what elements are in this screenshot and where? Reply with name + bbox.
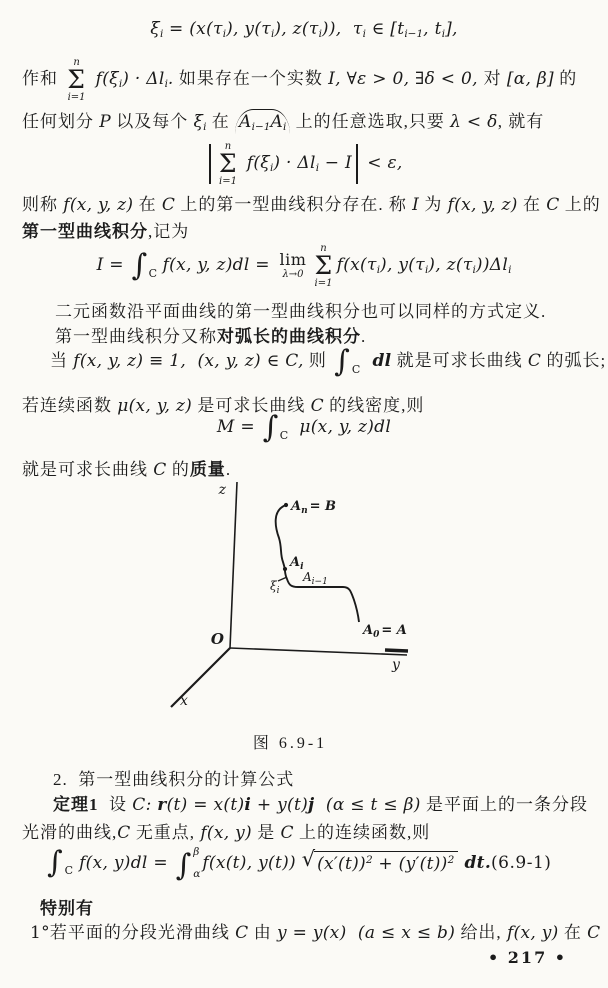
integral-symbol bbox=[334, 344, 364, 379]
origin-label: O bbox=[210, 630, 224, 648]
An-main: A bbox=[291, 499, 302, 514]
curve-path bbox=[276, 505, 359, 622]
integral-sub-c: C bbox=[279, 429, 289, 443]
paragraph-sum-definition bbox=[22, 57, 577, 103]
integral-glyph: ∫ bbox=[175, 848, 193, 883]
integral-symbol bbox=[47, 845, 77, 880]
formula-xi-definition: ξi = (x(τi), y(τi), z(τi)), τi ∈ [ti−1, ti], bbox=[150, 19, 458, 41]
x-axis-label: x bbox=[180, 693, 188, 709]
z-axis-line bbox=[230, 482, 237, 648]
arc-segment: Ai−1Ai bbox=[235, 109, 290, 134]
sum-symbol bbox=[219, 141, 237, 187]
Aim1-main: A bbox=[303, 570, 312, 584]
integral-limits bbox=[193, 845, 200, 881]
integral-sub-c: C bbox=[148, 267, 158, 281]
Ai-sub: i bbox=[300, 562, 304, 572]
point-label-xi bbox=[270, 579, 280, 596]
A0-sub: 0 bbox=[373, 630, 380, 640]
theorem-1-line-1: 定理1 设 C: r(t) = x(t)i + y(t)j (α ≤ t ≤ β) 是平面上的一条分段 bbox=[53, 795, 588, 815]
A0-main: A bbox=[363, 623, 374, 638]
point-label-An-B bbox=[289, 499, 336, 516]
paragraph-partition bbox=[22, 109, 544, 134]
theorem-1-line-2: 光滑的曲线,C 无重点, f(x, y) 是 C 上的连续函数,则 bbox=[22, 823, 431, 843]
paragraph-arc-length-case bbox=[50, 344, 607, 379]
section-heading: 2. 第一型曲线积分的计算公式 bbox=[53, 770, 295, 789]
equation-number: (6.9-1) bbox=[491, 852, 552, 873]
paragraph-denoted-as: 第一型曲线积分,记为 bbox=[22, 222, 190, 241]
eq5-mid: f(x(t), y(t)) bbox=[202, 852, 302, 873]
sum-symbol bbox=[67, 57, 86, 103]
lower-limit-alpha: α bbox=[193, 867, 201, 880]
integral-symbol-ab bbox=[176, 845, 201, 881]
paragraph-integral-exists: 则称 f(x, y, z) 在 C 上的第一型曲线积分存在. 称 I 为 f(x, y, z) 在 C 上的 bbox=[22, 195, 601, 215]
paragraph-in-particular: 特别有 bbox=[40, 899, 94, 918]
point-label-Ai-1 bbox=[302, 570, 328, 587]
integral-glyph: ∫ bbox=[47, 845, 64, 880]
sigma-glyph: Σ bbox=[314, 251, 333, 280]
xi-sub: i bbox=[276, 586, 280, 596]
radical-glyph: √ bbox=[301, 846, 317, 871]
lim-glyph: lim bbox=[279, 249, 307, 269]
sum-lower-limit: i=1 bbox=[314, 277, 333, 289]
sum-upper-limit: n bbox=[320, 243, 327, 254]
sum-lower-limit: i=1 bbox=[219, 175, 237, 187]
integral-sub-c: C bbox=[351, 363, 362, 377]
arc-length-post: dl 就是可求长曲线 C 的弧长; bbox=[366, 350, 607, 371]
limit-operator bbox=[279, 249, 307, 280]
figure-caption: 图 6.9-1 bbox=[252, 735, 328, 752]
point-dot-An bbox=[284, 503, 288, 507]
y-axis-label: y bbox=[392, 657, 400, 673]
point-label-A0-A bbox=[361, 623, 407, 640]
paragraph-case-1: 1°若平面的分段光滑曲线 C 由 y = y(x) (a ≤ x ≤ b) 给出, f(x, y) 在 C bbox=[30, 923, 601, 943]
z-axis-label: z bbox=[218, 482, 226, 498]
partition-pre: 任何划分 P 以及每个 ξi 在 bbox=[22, 112, 236, 134]
formula-epsilon-inequality bbox=[0, 141, 608, 187]
formula-integral-definition bbox=[0, 243, 608, 289]
figure-6-9-1 bbox=[140, 478, 440, 728]
Ai-main: A bbox=[290, 555, 301, 570]
eq5-tail: dt. bbox=[458, 852, 492, 873]
integral-glyph: ∫ bbox=[131, 247, 148, 283]
y-axis-end-tick bbox=[385, 650, 408, 651]
Aim1-sub: i−1 bbox=[311, 577, 328, 587]
sum-upper-limit: n bbox=[73, 57, 80, 68]
left-bar bbox=[209, 144, 211, 184]
paragraph-density: 若连续函数 μ(x, y, z) 是可求长曲线 C 的线密度,则 bbox=[22, 396, 425, 416]
sum-symbol bbox=[314, 243, 332, 289]
page-number: • 217 • bbox=[488, 948, 567, 967]
upper-limit-beta: β bbox=[193, 846, 200, 858]
sum-lower-limit: i=1 bbox=[67, 91, 86, 103]
inequality-tail: < ε, bbox=[361, 152, 403, 173]
paragraph-sum-post: f(ξi) · Δli. 如果存在一个实数 I, ∀ε > 0, ∃δ < 0, 对 [α, β] 的 bbox=[89, 68, 578, 90]
eq3-rhs: f(x(τi), y(τi), z(τi))Δli bbox=[336, 254, 512, 276]
An-sub: n bbox=[301, 506, 308, 516]
partition-post: 上的任意选取,只要 λ < δ, 就有 bbox=[290, 112, 545, 132]
An-rest: = B bbox=[309, 499, 337, 514]
integral-glyph: ∫ bbox=[262, 410, 279, 445]
eq3-mid: f(x, y, z)dl = bbox=[162, 254, 276, 275]
square-root bbox=[301, 846, 459, 876]
eq4-lhs: M = bbox=[216, 416, 261, 437]
formula-mass bbox=[0, 410, 608, 445]
point-dot-Ai bbox=[283, 567, 287, 571]
integral-symbol bbox=[131, 247, 161, 283]
integral-sub-c: C bbox=[64, 864, 75, 878]
eq3-lhs: I = bbox=[96, 254, 130, 275]
radicand: $(x'(t))^2 + (y'(t))^2$ bbox=[314, 851, 458, 876]
eq4-rhs: μ(x, y, z)dl bbox=[293, 416, 392, 437]
paragraph-arc-length-name: 第一型曲线积分又称对弧长的曲线积分. bbox=[55, 327, 367, 346]
arc-length-pre: 当 f(x, y, z) ≡ 1, (x, y, z) ∈ C, 则 bbox=[50, 350, 333, 371]
xi-main: ξ bbox=[270, 579, 277, 593]
sigma-glyph: Σ bbox=[218, 149, 238, 178]
lim-subscript: λ→0 bbox=[282, 268, 304, 280]
formula-6-9-1 bbox=[45, 845, 552, 883]
sum-upper-limit: n bbox=[224, 141, 232, 152]
A0-rest: = A bbox=[381, 623, 407, 638]
paragraph-sum-pre: 作和 bbox=[22, 68, 64, 88]
integral-glyph: ∫ bbox=[334, 344, 351, 379]
inequality-body: f(ξi) · Δli − I bbox=[241, 152, 353, 174]
eq5-lhs: f(x, y)dl = bbox=[79, 852, 174, 873]
integral-symbol bbox=[262, 410, 292, 445]
paragraph-planar-case: 二元函数沿平面曲线的第一型曲线积分也可以同样的方式定义. bbox=[55, 302, 547, 321]
paragraph-mass: 就是可求长曲线 C 的质量. bbox=[22, 460, 232, 480]
right-bar bbox=[356, 144, 358, 184]
point-label-Ai bbox=[288, 555, 304, 572]
sigma-glyph: Σ bbox=[67, 65, 86, 94]
xi-tick bbox=[278, 577, 287, 581]
y-axis-line bbox=[230, 648, 407, 655]
